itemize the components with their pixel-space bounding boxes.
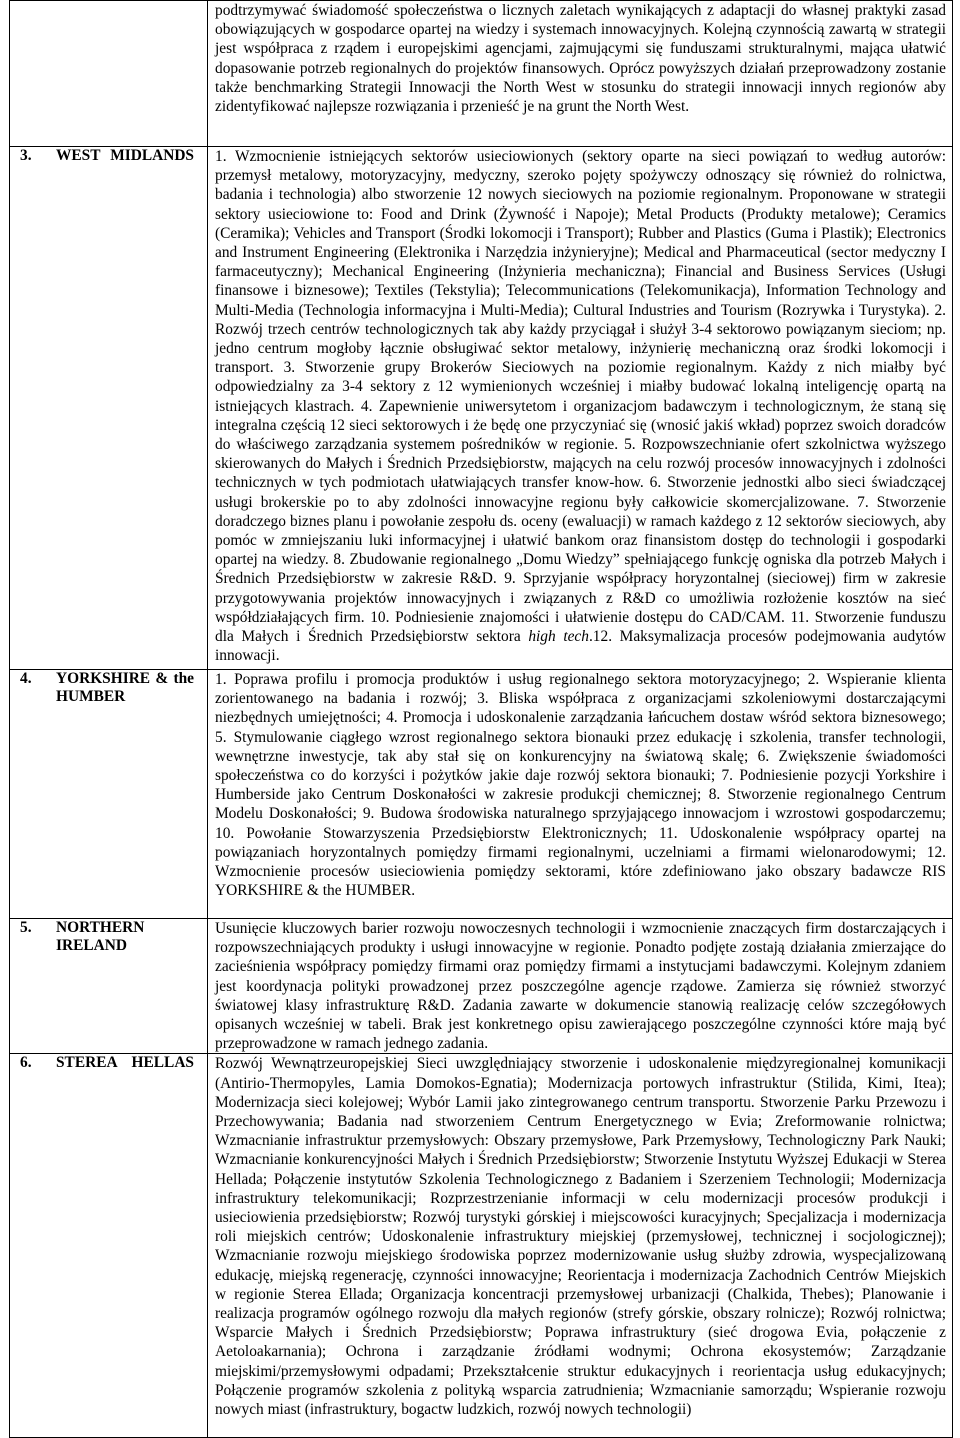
region-name: STEREA HELLAS <box>56 1054 194 1072</box>
region-description-cell <box>208 670 953 919</box>
region-description <box>215 147 946 665</box>
region-description-italic: high tech <box>528 628 589 646</box>
region-label-cell <box>10 1 208 147</box>
region-description: 1. Poprawa profilu i promocja produktów i usług regionalnego sektora motoryzacyjnego; 2. Wspieranie klienta zorientowanego na badania i rozwój; 3. Bliska współpraca z organizacjami szkoleniowymi dostarczającymi niezbędnych umiejętności; 4. Promocja i udoskonalenie zarządzania łańcuchem dostaw wśród sektora biznesowego; 5. Stymulowanie ciągłego wzrost regionalnego sektora bionauki przez edukację i szkolenia, transfer technologii, wewnętrzne inwestycje, tak aby stał się on konkurencyjny na światową skalę; 6. Zwiększenie świadomości społeczeństwa co do korzyści i pożytków jakie daje rozwój sektora bionauki; 7. Podniesienie pozycji Yorkshire i Humberside jako Centrum Doskonałości w zakresie produkcji chemicznej; 8. Stworzenie regionalnego Centrum Modelu Doskonałości; 9. Budowa środowiska naturalnego sprzyjającego innowacjom i wzrostowi gospodarczemu; 10. Powołanie Stowarzyszenia Przedsiębiorstw Elektronicznych; 11. Udoskonalenie współpracy opartej na powiązaniach horyzontalnych pomiędzy firmami regionalnymi, uczelniami a firmami wielonarodowymi; 12. Wzmocnienie procesów usieciowienia pomiędzy sektorami, które zdefiniowano jako obszary badawcze RIS YORKSHIRE & the HUMBER. <box>215 671 946 900</box>
region-description: Rozwój Wewnątrzeuropejskiej Sieci uwzględniający stworzenie i udoskonalenie międzyregionalnej komunikacji (Antirio-Thermopyles, Lamia Domokos-Egnatia); Modernizacja portowych infrastruktur (Stilida, Kimi, Itea); Modernizacja sieci kolejowej; Wybór Lamii jako zintegrowanego centrum transportu. Stworzenie Parku Przewozu i Przechowywania; Badania nad stworzeniem Centrum Energetycznego w Evia; Zreformowanie rolnictwa; Wzmacnianie infrastruktur przemysłowych: Obszary przemysłowe, Park Przemysłowy, Technologiczny Park Nauki; Wzmacnianie konkurencyjności Małych i Średnich Przedsiębiorstw; Stworzenie Instytutu Wyższej Edukacji w Sterea Hellada; Połączenie instytutów Szkolenia Technologicznego z Badaniem i Szerzeniem Technologii; Modernizacja infrastruktury telekomunikacji; Rozprzestrzenianie informacji w celu modernizacji procesów produkcji i usieciowienia przedsiębiorstw; Rozwój turystyki górskiej i miejscowości kuracyjnych; Specjalizacja i modernizacja roli miejskich centrów; Udoskonalenie infrastruktury miejskiej (przemysłowej, technicznej i socjologicznej); Wzmacnianie rozwoju miejskiego środowiska poprzez modernizowanie usług służby zdrowia, wyspecjalizowaną edukację, miejską regenerację, czynności innowacyjne; Reorientacja i modernizacja Zachodnich Centrów Miejskich w regionie Sterea Ellada; Organizacja koncentracji przemysłowej urbanizacji (Chalkida, Thebes); Planowanie i realizacja programów ogólnego rozwoju dla małych regionów (strefy górskie, obszary rolnicze); Rozwój rolnictwa; Wsparcie Małych i Średnich Przedsiębiorstw; Poprawa infrastruktury (sieć drogowa Evia, połączenie z Aetoloakarnania); Ochrona i zarządzanie źródłami wodnymi; Ochrona ekosystemów; Zarządzanie miejskimi/przemysłowymi odpadami; Przekształcenie struktur edukacyjnych i reorientacja usług edukacyjnych; Połączenie programów szkolenia z polityką wsparcia zatrudnienia; Wzmacnianie samorządu; Wspieranie rozwoju nowych miast (infrastruktury, bogactw ludzkich, rozwój nowych technologii) <box>215 1055 946 1419</box>
region-description-cell <box>208 1 953 147</box>
region-label-cell <box>10 1054 208 1438</box>
region-description-text-end: .12. Maksymalizacja procesów podejmowania audytów innowacji. <box>215 628 946 665</box>
table-row <box>10 1054 953 1438</box>
region-description-cell <box>208 919 953 1054</box>
table-row <box>10 670 953 919</box>
region-label-cell <box>10 147 208 670</box>
region-number: 3. <box>20 147 32 164</box>
region-number: 4. <box>20 670 32 687</box>
region-label-cell <box>10 919 208 1054</box>
region-number: 6. <box>20 1054 32 1072</box>
table-row <box>10 919 953 1054</box>
regions-table <box>9 0 953 1438</box>
region-name: NORTHERN IRELAND <box>56 919 145 954</box>
region-description-cell <box>208 147 953 670</box>
region-name: YORKSHIRE & the HUMBER <box>56 670 194 705</box>
region-number: 5. <box>20 919 32 936</box>
region-name: WEST MIDLANDS <box>56 147 194 164</box>
region-description: podtrzymywać świadomość społeczeństwa o licznych zaletach wynikających z adaptacji do własnej praktyki zasad obowiązujących w gospodarce opartej na wiedzy i systemach innowacyjnych. Kolejną czynnością zawartą w strategii jest współpraca z rządem i europejskimi agencjami, zajmującymi się funduszami strukturalnymi, mająca ułatwić dopasowanie potrzeb regionalnych do projektów finansowych. Oprócz powyższych działań przeprowadzony zostanie także benchmarking Strategii Innowacji the North West w stosunku do strategii innowacji innych regionów aby zidentyfikować najlepsze rozwiązania i przenieść je na grunt the North West. <box>215 2 946 116</box>
table-row <box>10 147 953 670</box>
region-description: Usunięcie kluczowych barier rozwoju nowoczesnych technologii i wzmocnienie znaczących firm dostarczających i rozpowszechniających produkty i usługi innowacyjne w regionie. Ponadto podjęte zostają działania zmierzające do zacieśnienia współpracy pomiędzy firmami oraz pomiędzy firmami a instytucjami badawczymi. Kolejnym zdaniem jest koordynacja polityki prowadzonej przez poszczególne agencje rządowe. Zamierza się również stworzyć światowej klasy infrastrukturę R&D. Zadania zawarte w dokumencie stanowią realizację celów szczegółowych opisanych wcześniej w tabeli. Brak jest konkretnego opisu zawierającego poszczególne czynności które mają być przeprowadzone w ramach jednego zadania. <box>215 920 946 1053</box>
table-row <box>10 1 953 147</box>
region-label-cell <box>10 670 208 919</box>
region-description-text: 1. Wzmocnienie istniejących sektorów usieciowionych (sektory oparte na sieci powiązań to według autorów: przemysł metalowy, motoryzacyjny, medyczny, szeroko pojęty spożywczy odnoszący się również do rolnictwa, badania i technologia) albo stworzenie 12 nowych sieciowych na poziomie regionalnym. Proponowane w strategii sektory usieciowione to: Food and Drink (Żywność i Napoje); Metal Products (Produkty metalowe); Ceramics (Ceramika); Vehicles and Transport (Środki lokomocji i Transport); Rubber and Plastics (Guma i Plastik); Electronics and Instrument Engineering (Elektronika i Narzędzia inżynieryjne); Medical and Pharmaceutical (sector medyczny I farmaceutyczny); Mechanical Engineering (Inżynieria mechaniczna); Financial and Business Services (Usługi finansowe i biznesowe); Textiles (Tekstylia); Telecommunications (Telekomunikacja), Information Technology and Multi-Media (Technologia informacyjna i Multi-Media); Cultural Industries and Tourism (Rozrywka i Turystyka). 2. Rozwój trzech centrów technologicznych tak aby każdy przyciągał i służył 3-4 sektorowo powiązanym sieciom; np. jedno centrum mogłoby łącznie obsługiwać sektor metalowy, inżynierię mechaniczną oraz środki lokomocji i transport. 3. Stworzenie grupy Brokerów Sieciowych na poziomie regionalnym. Każdy z nich miałby być odpowiedzialny za 3-4 sektory z 12 wymienionych wcześniej i miałby budować lokalną inteligencję opartą na istniejących klastrach. 4. Zapewnienie uniwersytetom i organizacjom badawczym i technologicznym, że staną się integralna częścią 12 sieci sektorowych i że będę one przyczyniać się (wnosić jakiś wkład) poprzez swoich doradców do właściwego zarządzania systemem pośredników w regionie. 5. Rozpowszechnianie ofert szkolnictwa wyższego skierowanych do Małych i Średnich Przedsiębiorstw, mających na celu rozwój procesów innowacyjnych i zdolności technicznych w tych podmiotach ułatwiających transfer know-how. 6. Stworzenie jednostki albo sieci świadczącej usługi brokerskie po to aby zdolności innowacyjne regionu były całkowicie skomercjalizowane. 7. Stworzenie doradczego biznes planu i powołanie zespołu ds. oceny (ewaluacji) w ramach każdego z 12 sektorów sieciowych, aby pomóc w zmniejszaniu luki informacyjnej i ułatwić bankom oraz finansistom dostęp do technologii i gospodarki opartej na wiedzy. 8. Zbudowanie regionalnego „Domu Wiedzy” spełniającego funkcję ogniska dla potrzeb Małych i Średnich Przedsiębiorstw w zakresie R&D. 9. Sprzyjanie współpracy horyzontalnej (sieciowej) firm w zakresie przygotowywania projektów innowacyjnych i związanych z R&D co umożliwia rozłożenie kosztów na sieć współdziałających firm. 10. Podniesienie znajomości i ułatwienie dostępu do CAD/CAM. 11. Stworzenie funduszu dla Małych i Średnich Przedsiębiorstw sektora <box>215 148 946 646</box>
region-description-cell <box>208 1054 953 1438</box>
